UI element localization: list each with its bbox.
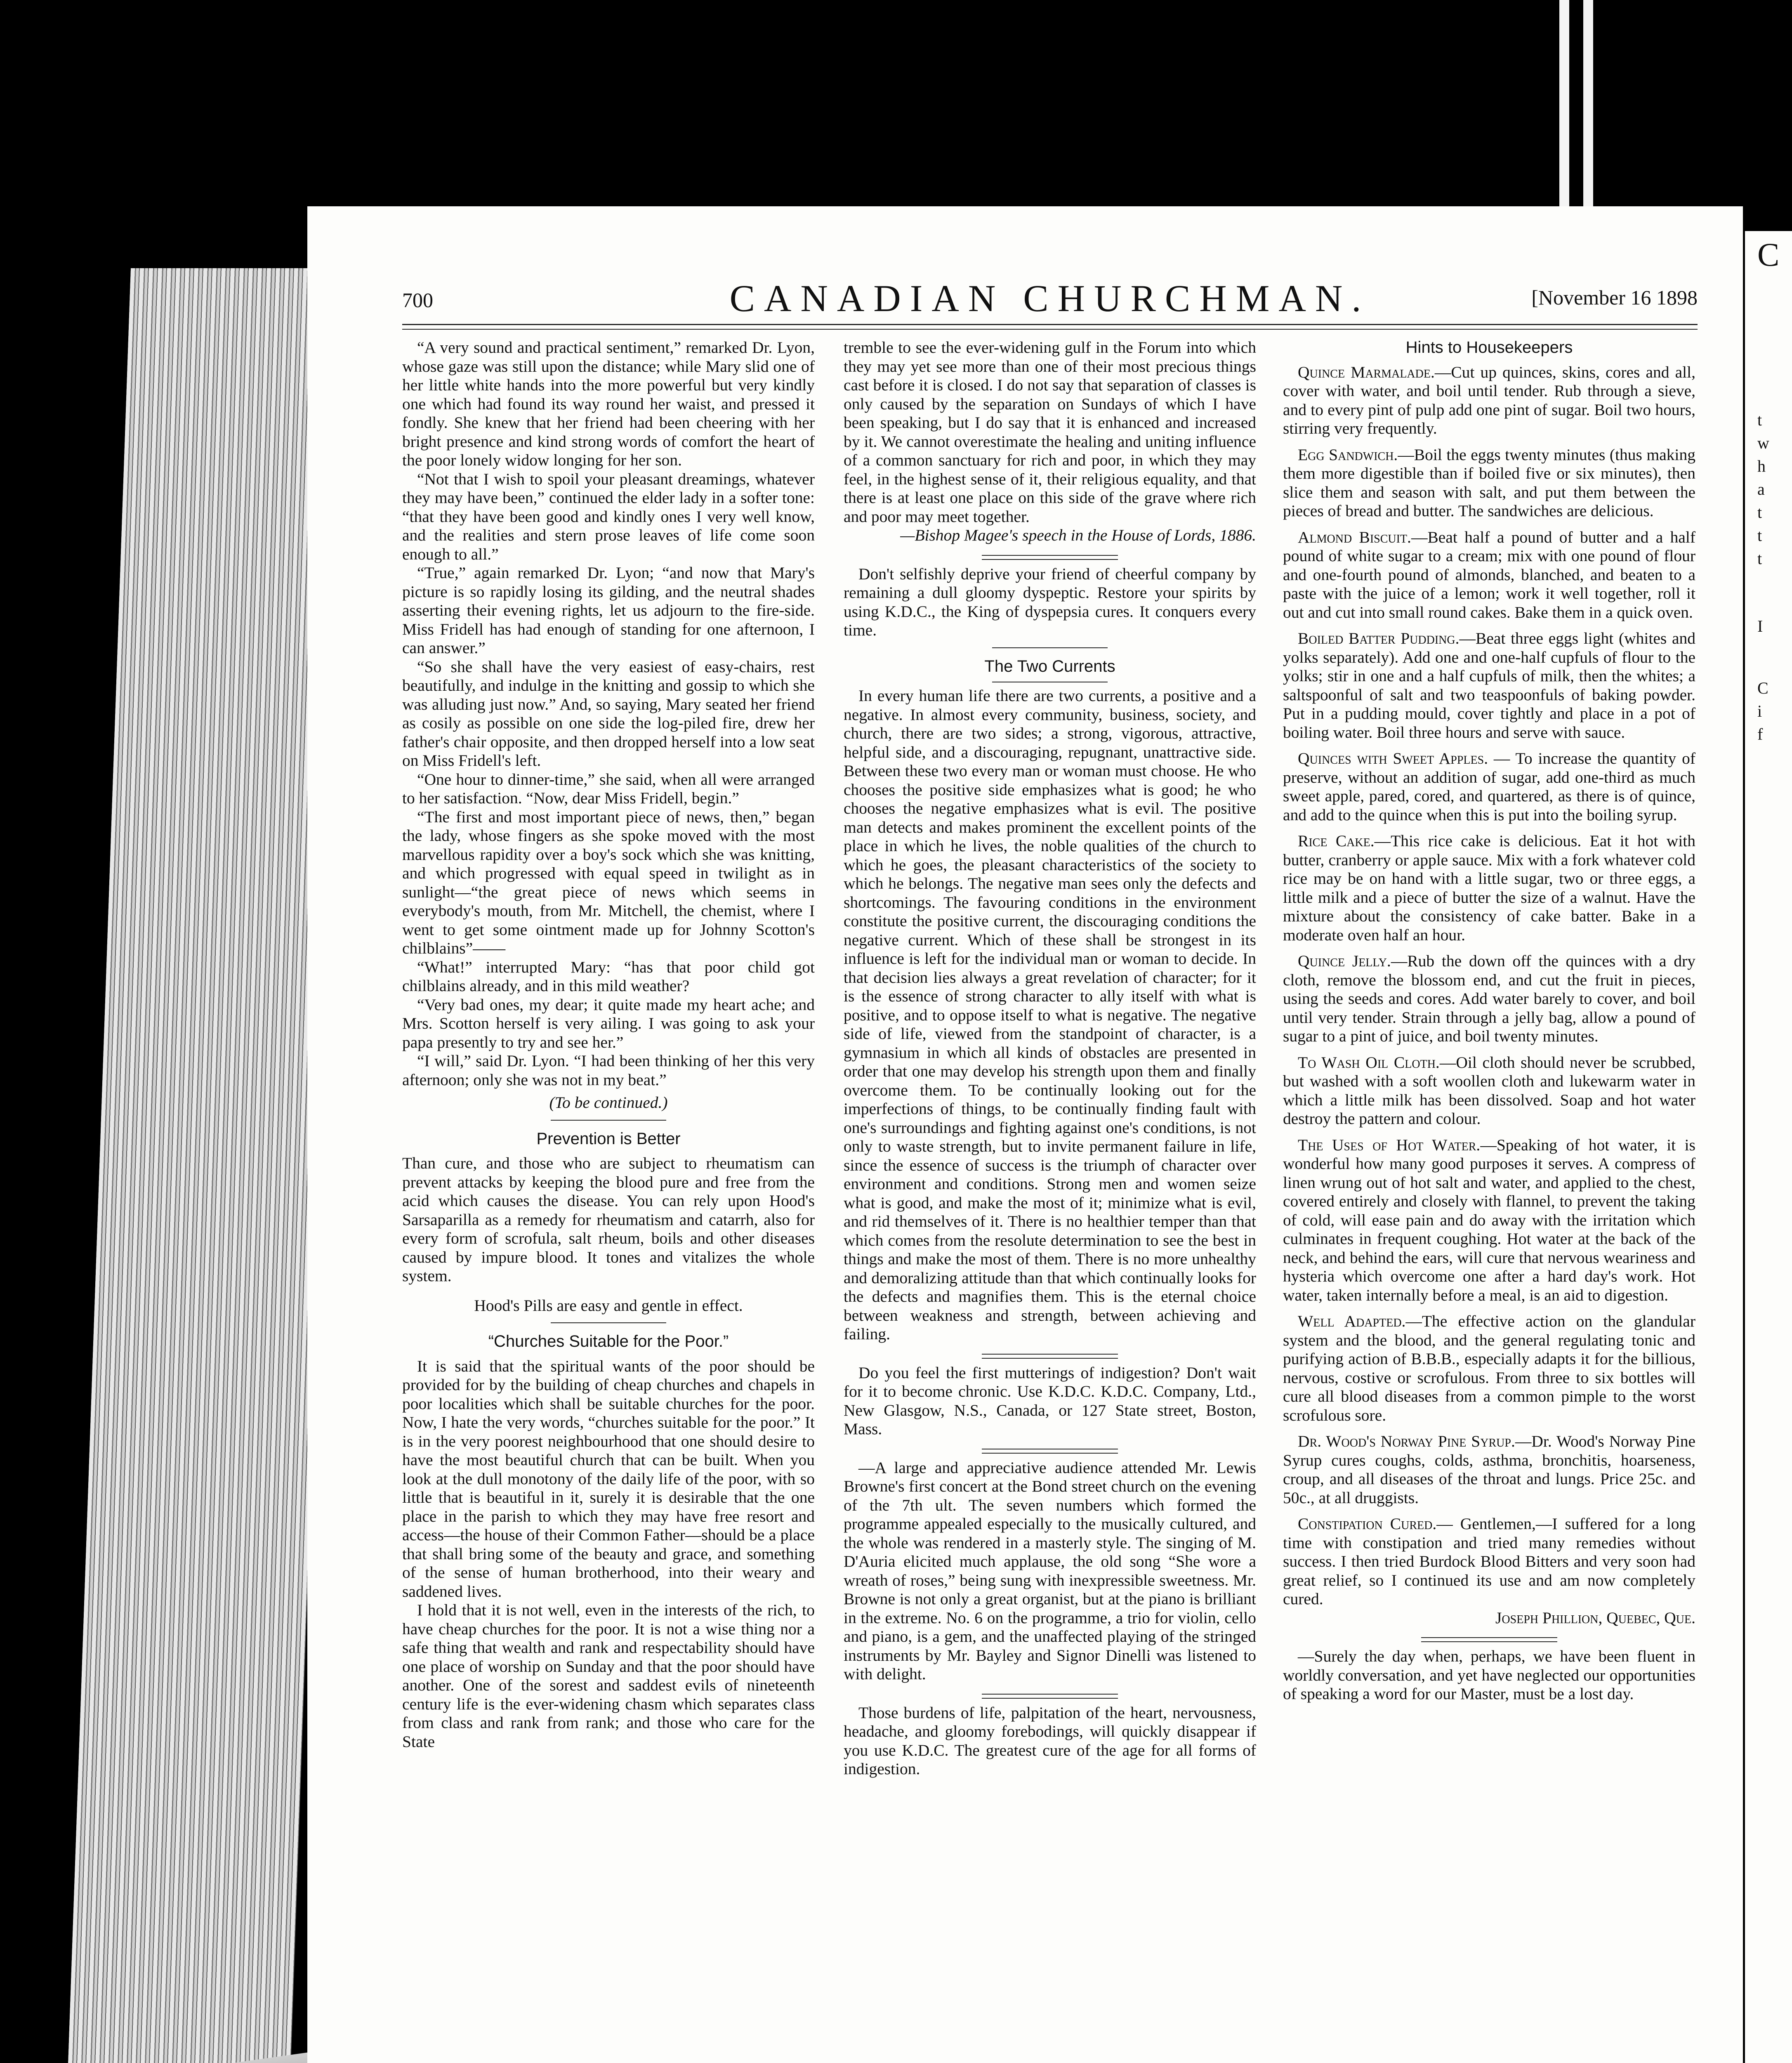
hint-item	[1283, 832, 1695, 944]
concert-note: —A large and appreciative audience attended Mr. Lewis Browne's first concert at the Bond street church on the evening of the 7th ult. The seven numbers which formed the programme appealed especially to the musically cultured, and the whole was rendered in a masterly style. The singing of M. D'Auria elicited much applause, the old song “She wore a wreath of roses,” being sung with inexpressible sweetness. Mr. Browne is not only a great organist, but at the piano is brilliant in the extreme. No. 6 on the programme, a trio for violin, cello and piano, is a gem, and the unaffected playing of the stringed instruments by Mr. Bayley and Signor Dinelli was listened to with delight.	[844, 1458, 1256, 1683]
hint-item	[1283, 1515, 1695, 1609]
section-divider	[1421, 1637, 1557, 1642]
hint-heading: Almond Biscuit.	[1298, 528, 1411, 546]
facing-page-fragment: h	[1757, 457, 1766, 475]
hint-text: —The effective action on the glandular system and the blood, and the general regulating tonic and purifying action of B.B.B., especially adapts it for the billious, nervous, costive or scrofulous. From three to six bottles will cure all blood diseases from a common pimple to the worst scrofulous sore.	[1283, 1312, 1695, 1424]
hint-heading: Quince Jelly.	[1298, 952, 1391, 970]
newspaper-page	[307, 206, 1743, 2063]
hint-heading: Boiled Batter Pudding.	[1298, 629, 1460, 647]
binding-pin	[1583, 0, 1593, 223]
story-paragraph: “A very sound and practical sentiment,” remarked Dr. Lyon, whose gaze was still upon the distance; while Mary slid one of her little white hands into the more powerful but very kindly one which had found its way round her waist, and pressed it fondly. She knew that her friend had been cheering with her bright presence and kind strong words of comfort the heart of the poor lonely widow longing for her son.	[402, 338, 815, 469]
hint-text: —Speaking of hot water, it is wonderful how many good purposes it serves. A compress of linen wrung out of hot salt and water, and applied to the chest, covered entirely and closely with flannel, to prevent the taking of cold, will ease pain and do away with the irritation which culminates in frequent coughing. Hot water at the back of the neck, and behind the ears, will cure that nervous weariness and hysteria which overcome one after a hard day's work. Hot water, taken internally before a meal, is an aid to digestion.	[1283, 1135, 1695, 1304]
churches-paragraph: I hold that it is not well, even in the interests of the rich, to have cheap churches for the poor. It is not a wise thing nor a safe thing that wealth and rank and respectability should have one place of worship on Sunday and that the poor should have another. One of the sorest and saddest evils of nineteenth century life is the ever-widening chasm which separates class from class and rank from rank; and those who care for the State	[402, 1601, 815, 1751]
hint-heading: Dr. Wood's Norway Pine Syrup.	[1298, 1432, 1515, 1450]
kdc-advertisement: Those burdens of life, palpitation of the heart, nervousness, headache, and gloomy forebodings, will quickly disappear if you use K.D.C. The greatest cure of the age for all forms of indigestion.	[844, 1703, 1256, 1778]
middle-column	[844, 338, 1256, 1779]
hint-item	[1283, 629, 1695, 742]
prevention-heading: Prevention is Better	[536, 1129, 681, 1148]
hint-text: — To increase the quantity of preserve, without an addition of sugar, add one-third as much sweet apple, pared, cored, and quartered, as there is of quince, and add to the quince when this is put into the boiling syrup.	[1283, 749, 1695, 824]
story-paragraph: “What!” interrupted Mary: “has that poor child got chilblains already, and in this mild weather?	[402, 958, 815, 995]
prevention-article: Than cure, and those who are subject to rheumatism can prevent attacks by keeping the blood pure and free from the acid which causes the disease. You can rely upon Hood's Sarsaparilla as a remedy for rheumatism and catarrh, also for every form of scrofula, salt rheum, boils and other diseases caused by impure blood. It tones and vitalizes the whole system.	[402, 1154, 815, 1285]
hint-item	[1283, 952, 1695, 1046]
kdc-advertisement: Don't selfishly deprive your friend of cheerful company by remaining a dull gloomy dyspeptic. Restore your spirits by using K.D.C., the King of dyspepsia cures. It conquers every time.	[844, 564, 1256, 639]
page-number: 700	[402, 288, 433, 312]
two-currents-article: In every human life there are two currents, a positive and a negative. In almost every community, business, society, and church, there are two sides; a strong, vigorous, attractive, helpful side, and a discouraging, repugnant, unattractive side. Between these two every man or woman must choose. He who chooses the positive side emphasizes what is good; he who chooses the negative emphasizes what is evil. The positive man detects and makes prominent the excellent points of the place in which he lives, the noble qualities of the church to which he goes, the pleasant characteristics of the society to which he belongs. The negative man sees only the defects and shortcomings. The favouring conditions in the environment constitute the positive current, the discouraging conditions the negative current. Which of these shall be strongest in its influence is left for the individual man or woman to decide. In that decision lies always a great revelation of character; for it is the essence of strong character to ally itself with what is positive, and to oppose itself to what is negative. The negative side of life, viewed from the standpoint of character, is a gymnasium in which all kinds of obstacles are presented in order that one may develop his strength upon them and finally overcome them. To be continually looking out for the imperfections of things, to be continually finding fault with one's surroundings and fighting against one's conditions, is not only to waste strength, but to invite permanent failure in life, since the essence of success is the triumph of character over environment and conditions. Strong men and women seize what is good, and make the most of it; minimize what is evil, and rid themselves of it. There is no healthier temper than that which comes from the resolute determination to see the best in things and make the most of them. There is no more unhealthy and demoralizing attitude than that which continually looks for the defects and magnifies them. This is the eternal choice between weakness and strength, between achieving and failing.	[844, 687, 1256, 1343]
section-divider	[982, 1449, 1118, 1454]
section-divider	[982, 1694, 1118, 1699]
closing-note: —Surely the day when, perhaps, we have been fluent in worldly conversation, and yet have neglected our opportunities of speaking a word for our Master, must be a lost day.	[1283, 1647, 1695, 1703]
binding-pin	[1559, 0, 1569, 223]
hint-heading: Egg Sandwich.	[1298, 445, 1398, 464]
hint-text: —This rice cake is delicious. Eat it hot with butter, cranberry or apple sauce. Mix with a fork whatever cold rice may be on hand with a little sugar, two or three eggs, a little milk and a piece of butter the size of a walnut. Have the mixture about the consistency of cake batter. Bake in a moderate oven half an hour.	[1283, 832, 1696, 944]
hint-heading: Constipation Cured.	[1298, 1515, 1437, 1533]
hint-heading: Quince Marmalade.	[1298, 363, 1435, 381]
kdc-advertisement: Do you feel the first mutterings of indigestion? Don't wait for it to become chronic. Use K.D.C. K.D.C. Company, Ltd., New Glasgow, N.S., Canada, or 127 State street, Boston, Mass.	[844, 1363, 1256, 1438]
hint-item	[1283, 363, 1695, 438]
hint-item	[1283, 749, 1695, 824]
section-divider	[551, 1120, 666, 1121]
two-currents-heading: The Two Currents	[984, 657, 1115, 675]
masthead: CANADIAN CHURCHMAN.	[729, 277, 1370, 319]
hint-text: —Boil the eggs twenty minutes (thus making them more digestible than if boiled five or six minutes), then slice them and season with salt, and put them between the pieces of bread and butter. The sandwiches are delicious.	[1283, 445, 1695, 520]
story-paragraph: “So she shall have the very easiest of easy-chairs, rest beautifully, and indulge in the knitting and gossip to which she was alluding just now.” And, so saying, Mary seated her friend as cosily as possible on one side the log-piled fire, drew her father's chair opposite, and then dropped herself into a low seat on Miss Fridell's left.	[402, 657, 815, 769]
story-paragraph: “Not that I wish to spoil your pleasant dreamings, whatever they may have been,” continued the elder lady in a softer tone: “that they have been good and kindly ones I very well know, and the realities and stern prose leaves of life come soon enough to all.”	[402, 470, 815, 563]
hint-item	[1283, 1312, 1695, 1425]
facing-page-fragment: t	[1757, 526, 1762, 545]
facing-page-fragment: w	[1757, 434, 1769, 452]
churches-paragraph: It is said that the spiritual wants of the poor should be provided for by the building of cheap churches and chapels in poor localities which shall be suitable churches for the poor. Now, I hate the very words, “churches suitable for the poor.” It is in the very poorest neighbourhood that one should desire to have the most beautiful church that can be built. When you look at the dull monotony of the daily life of the poor, with so little that is beautiful in it, surely it is desirable that the one place in the parish to which they may have free resort and access—the house of their Common Father—should be a place that shall bring some of the beauty and grace, and something of the sense of human brotherhood, into their weary and saddened lives.	[402, 1357, 815, 1600]
churches-heading: “Churches Suitable for the Poor.”	[488, 1332, 729, 1350]
hint-heading: Quinces with Sweet Apples.	[1298, 749, 1488, 767]
section-divider	[982, 1354, 1118, 1359]
hoods-pills-notice: Hood's Pills are easy and gentle in effect.	[474, 1296, 743, 1315]
hint-item	[1283, 528, 1695, 622]
hint-item	[1283, 1053, 1695, 1128]
hint-heading: To Wash Oil Cloth.	[1298, 1053, 1440, 1072]
section-divider	[982, 555, 1118, 560]
header-rule	[402, 324, 1698, 330]
testimonial-signature: Joseph Phillion, Quebec, Que.	[1495, 1608, 1695, 1627]
story-paragraph: “True,” again remarked Dr. Lyon; “and now that Mary's picture is so rapidly losing its gilding, and the neutral shades asserting their evening rights, let us adjourn to the fire-side. Miss Fridell has had enough of standing for one afternoon, I can answer.”	[402, 564, 815, 657]
story-paragraph: “I will,” said Dr. Lyon. “I had been thinking of her this very afternoon; only she was not in my beat.”	[402, 1052, 815, 1089]
hint-text: —Dr. Wood's Norway Pine Syrup cures coughs, colds, asthma, bronchitis, hoarseness, croup, and all diseases of the throat and lungs. Price 25c. and 50c., at all druggists.	[1283, 1432, 1696, 1507]
section-divider	[992, 647, 1108, 648]
facing-page-fragment: a	[1757, 480, 1765, 498]
left-column	[402, 338, 815, 1751]
section-divider	[551, 1322, 666, 1323]
facing-page-fragment: t	[1757, 503, 1762, 522]
speech-attribution: —Bishop Magee's speech in the House of Lords, 1886.	[900, 526, 1256, 544]
hint-text: —Beat three eggs light (whites and yolks separately). Add one and one-half cupfuls of flour to the yolks; stir in one and a half cupfuls of milk, then the whites; a saltspoonful of salt and two teaspoonfuls of baking powder. Put in a pudding mould, cover tightly and place in a pot of boiling water. Boil three hours and serve with sauce.	[1283, 629, 1695, 741]
story-paragraph: “Very bad ones, my dear; it quite made my heart ache; and Mrs. Scotton herself is very ailing. I was going to ask your papa presently to try and see her.”	[402, 995, 815, 1051]
hint-text: —Beat half a pound of butter and a half pound of white sugar to a cream; mix with one pound of flour and one-fourth pound of almonds, blanched, and beaten to a paste with the juice of a lemon; work it well together, roll it out and cut into small round cakes. Bake them in a quick oven.	[1283, 528, 1695, 621]
story-paragraph: “The first and most important piece of news, then,” began the lady, whose fingers as she spoke moved with the most marvellous rapidity over a boy's sock which she was knitting, and which progressed with equal speed in twilight as in sunlight—“the great piece of news which seems in everybody's mouth, from Mr. Mitchell, the chemist, where I went to get some ointment made up for Johnny Scotton's chilblains”——	[402, 807, 815, 957]
hint-item	[1283, 446, 1695, 521]
hints-heading: Hints to Housekeepers	[1405, 338, 1573, 356]
facing-page-fragment: I	[1757, 617, 1763, 635]
hint-text: —Oil cloth should never be scrubbed, but washed with a soft woollen cloth and lukewarm water in which a little milk has been dissolved. Soap and hot water destroy the pattern and colour.	[1283, 1053, 1695, 1128]
right-column	[1283, 338, 1695, 1704]
hint-heading: Rice Cake.	[1298, 832, 1375, 850]
story-paragraph: “One hour to dinner-time,” she said, when all were arranged to her satisfaction. “Now, dear Miss Fridell, begin.”	[402, 770, 815, 807]
facing-page-fragment: t	[1757, 549, 1762, 568]
page-header	[402, 276, 1698, 319]
hint-heading: The Uses of Hot Water.	[1298, 1135, 1481, 1154]
facing-page-fragment: C	[1757, 237, 1780, 273]
hint-text: —Cut up quinces, skins, cores and all, cover with water, and boil until tender. Rub through a sieve, and to every pint of pulp add one pint of sugar. Boil two hours, stirring very frequently.	[1283, 363, 1695, 437]
to-be-continued: (To be continued.)	[549, 1093, 668, 1112]
hint-heading: Well Adapted.	[1298, 1312, 1406, 1330]
churches-continuation: tremble to see the ever-widening gulf in the Forum into which they may yet see more than one of their most precious things cast before it is closed. I do not say that separation of classes is only caused by the separation on Sundays of which I have been speaking, but I do say that it is enhanced and increased by it. We cannot overestimate the healing and uniting influence of a common sanctuary for rich and poor, in which they may feel, in the highest sense of it, their religious equality, and that there is at least one place on this side of the grave where rich and poor may meet together.	[844, 338, 1256, 526]
hint-text: —Rub the down off the quinces with a dry cloth, remove the blossom end, and cut the fruit in pieces, using the seeds and cores. Add water barely to cover, and boil until very tender. Strain through a jelly bag, allow a pound of sugar to a pint of juice, and boil twenty minutes.	[1283, 952, 1695, 1045]
hint-item	[1283, 1136, 1695, 1305]
issue-date: [November 16 1898	[1531, 286, 1698, 309]
facing-page-fragment: f	[1757, 725, 1763, 744]
facing-page-fragment: t	[1757, 411, 1762, 429]
hint-text: — Gentlemen,—I suffered for a long time with constipation and tried many remedies without success. I then tried Burdock Blood Bitters and very soon had great relief, so I continued its use and am now completely cured.	[1283, 1515, 1696, 1608]
facing-page-fragment: i	[1757, 702, 1762, 720]
hint-item	[1283, 1432, 1695, 1507]
facing-page-edge	[1745, 231, 1792, 2063]
facing-page-fragment: C	[1757, 679, 1768, 697]
